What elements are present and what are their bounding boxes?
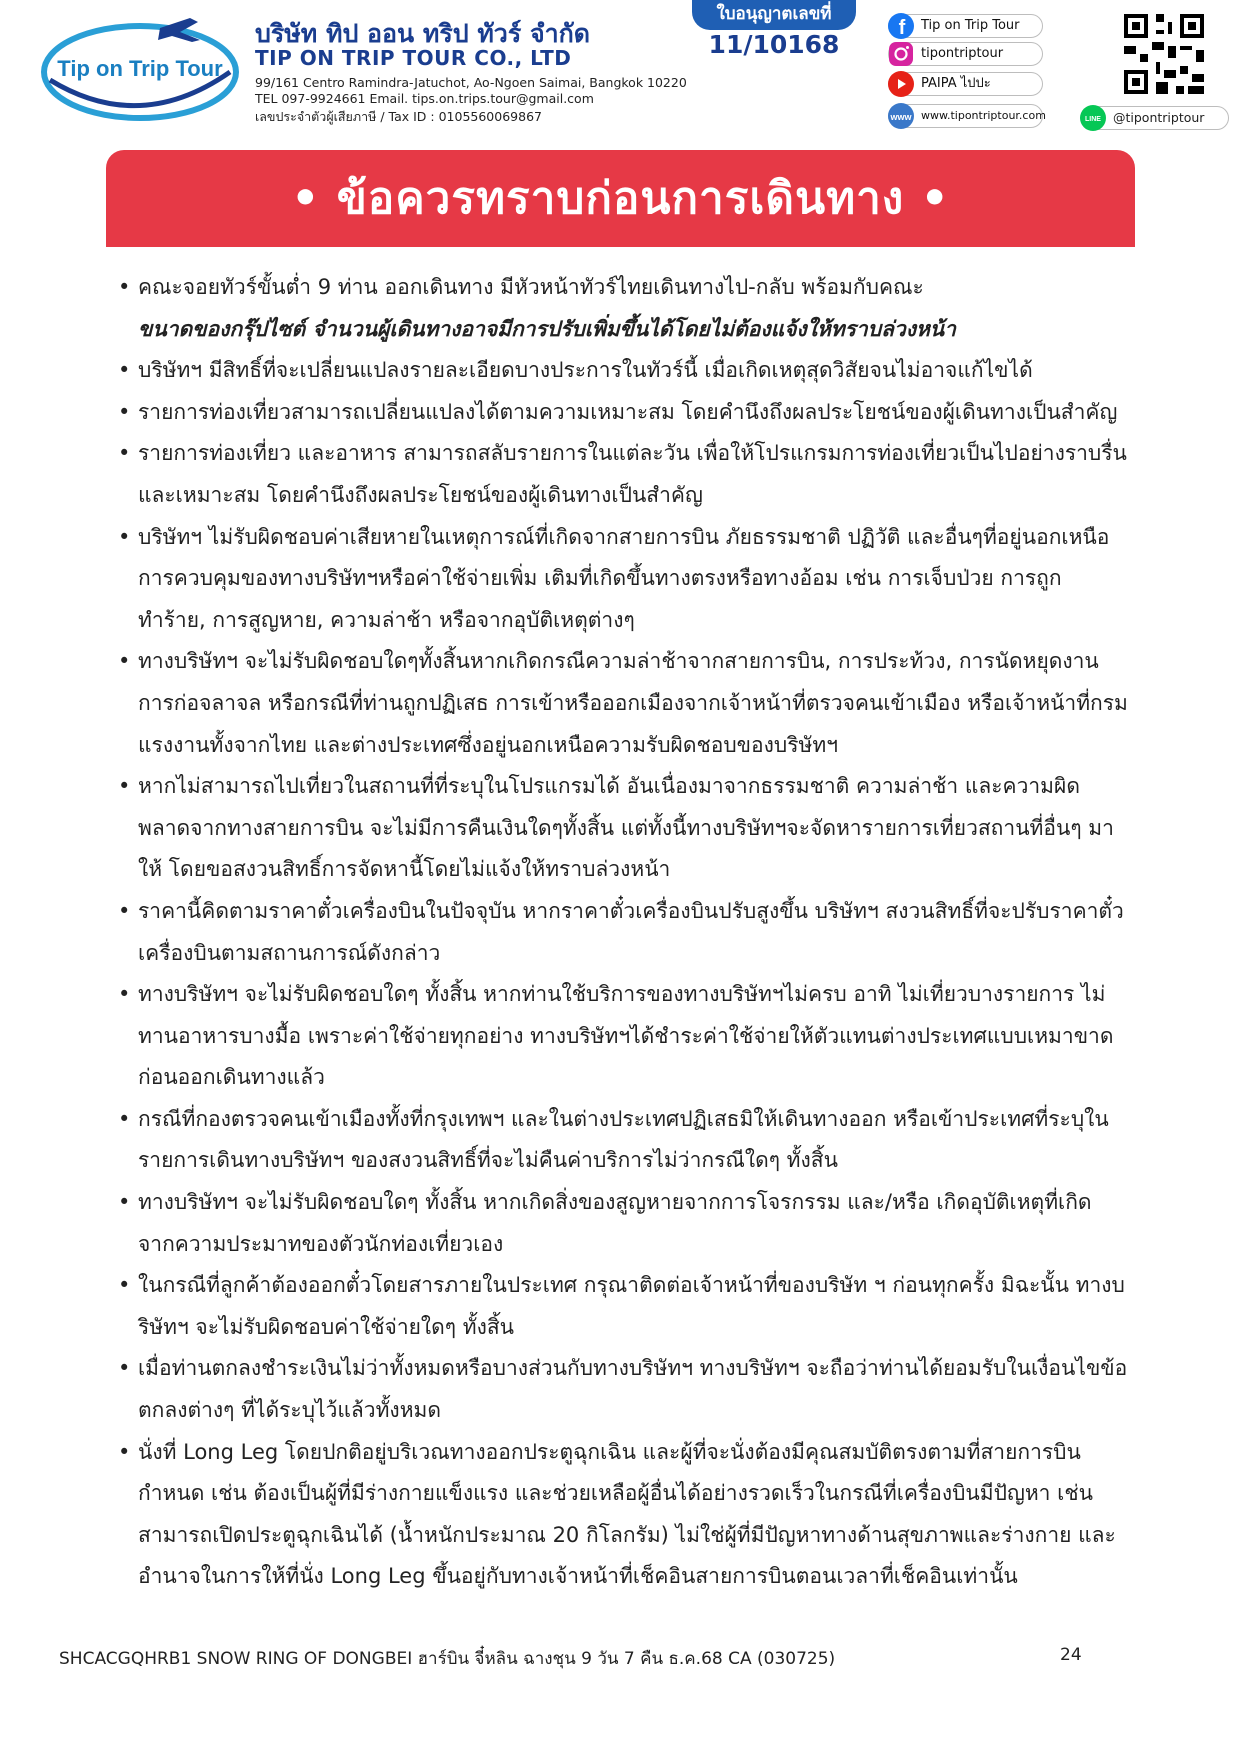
list-item (118, 517, 1128, 642)
page-header (0, 0, 1241, 140)
list-item (118, 1099, 1128, 1182)
social-line[interactable] (1082, 106, 1229, 130)
note-text: บริษัทฯ มีสิทธิ์ที่จะเปลี่ยนแปลงรายละเอียดบางประการในทัวร์นี้ เมื่อเกิดเหตุสุดวิสัยจนไม่อาจแก้ไขได้ (138, 358, 1033, 383)
note-text: ทางบริษัทฯ จะไม่รับผิดชอบใดๆทั้งสิ้นหากเกิดกรณีความล่าช้าจากสายการบิน, การประท้วง, การนัดหยุดงาน การก่อจลาจล หรือกรณีที่ท่านถูกปฏิเสธ การเข้าหรือออกเมืองจากเจ้าหน้าที่ตรวจคนเข้าเมือง หรือเจ้าหน้าที่กรมแรงงานทั้งจากไทย และต่างประเทศซึ่งอยู่นอกเหนือความรับผิดชอบของบริษัทฯ (138, 649, 1128, 757)
list-item (118, 974, 1128, 1099)
list-item (118, 350, 1128, 392)
social-facebook[interactable] (888, 14, 1043, 38)
company-contact: TEL 097-9924661 Email. tips.on.trips.tour@gmail.com (255, 91, 594, 106)
list-item (118, 267, 1128, 350)
web-icon (887, 102, 915, 130)
section-banner (106, 150, 1135, 247)
company-logo (40, 10, 240, 125)
list-item (118, 1348, 1128, 1431)
youtube-icon (887, 70, 915, 98)
svg-text:f: f (898, 17, 906, 39)
note-text: คณะจอยทัวร์ขั้นต่ำ 9 ท่าน ออกเดินทาง มีหัวหน้าทัวร์ไทยเดินทางไป-กลับ พร้อมกับคณะ (138, 275, 924, 299)
list-item (118, 1182, 1128, 1265)
note-text: ทางบริษัทฯ จะไม่รับผิดชอบใดๆ ทั้งสิ้น หากท่านใช้บริการของทางบริษัทฯไม่ครบ อาทิ ไม่เที่ยวบางรายการ ไม่ทานอาหารบางมื้อ เพราะค่าใช้จ่ายทุกอย่าง ทางบริษัทฯได้ชำระค่าใช้จ่ายให้ตัวแทนต่างประเทศแบบเหมาขาดก่อนออกเดินทางแล้ว (138, 982, 1114, 1090)
list-item (118, 392, 1128, 434)
license-number: 11/10168 (708, 30, 840, 59)
note-text: กรณีที่กองตรวจคนเข้าเมืองทั้งที่กรุงเทพฯ และในต่างประเทศปฏิเสธมิให้เดินทางออก หรือเข้าประเทศที่ระบุในรายการเดินทางบริษัทฯ ของสงวนสิทธิ์ที่จะไม่คืนค่าบริการไม่ว่ากรณีใดๆ ทั้งสิ้น (138, 1106, 1109, 1173)
note-text: หากไม่สามารถไปเที่ยวในสถานที่ที่ระบุในโปรแกรมได้ อันเนื่องมาจากธรรมชาติ ความล่าช้า และความผิดพลาดจากทางสายการบิน จะไม่มีการคืนเงินใดๆทั้งสิ้น แต่ทั้งนี้ทางบริษัทฯจะจัดหารายการเที่ยวสถานที่อื่นๆ มาให้ โดยขอสงวนสิทธิ์การจัดหานี้โดยไม่แจ้งให้ทราบล่วงหน้า (138, 774, 1114, 882)
note-text: ทางบริษัทฯ จะไม่รับผิดชอบใดๆ ทั้งสิ้น หากเกิดสิ่งของสูญหายจากการโจรกรรม และ/หรือ เกิดอุบัติเหตุที่เกิดจากความประมาทของตัวนักท่องเที่ยวเอง (138, 1190, 1092, 1256)
company-address: 99/161 Centro Ramindra-Jatuchot, Ao-Ngoen Saimai, Bangkok 10220 (255, 75, 687, 90)
social-instagram[interactable] (888, 42, 1043, 66)
company-name-english: TIP ON TRIP TOUR CO., LTD (255, 46, 572, 70)
list-item (118, 891, 1128, 974)
list-item (118, 641, 1128, 766)
social-website-label: www.tipontriptour.com (921, 109, 1046, 122)
list-item (118, 1432, 1128, 1598)
line-icon (1079, 104, 1107, 132)
company-tax-id: เลขประจำตัวผู้เสียภาษี / Tax ID : 0105560069867 (255, 109, 542, 124)
note-text: รายการท่องเที่ยวสามารถเปลี่ยนแปลงได้ตามความเหมาะสม โดยคำนึงถึงผลประโยชน์ของผู้เดินทางเป็นสำคัญ (138, 399, 1118, 424)
qr-code (1120, 10, 1208, 98)
social-youtube-label: PAIPA ไปปะ (921, 76, 991, 91)
list-item (118, 433, 1128, 516)
instagram-icon (887, 40, 915, 68)
license-label: ใบอนุญาตเลขที่ (692, 0, 856, 30)
social-facebook-label: Tip on Trip Tour (921, 18, 1020, 33)
social-line-label: @tipontriptour (1113, 110, 1205, 125)
company-name-thai: บริษัท ทิป ออน ทริป ทัวร์ จำกัด (255, 19, 591, 48)
list-item (118, 1265, 1128, 1348)
svg-text:LINE: LINE (1085, 116, 1101, 123)
facebook-icon (887, 12, 915, 40)
note-emphasis: ขนาดของกรุ๊ปไซต์ จำนวนผู้เดินทางอาจมีการปรับเพิ่มขึ้นได้โดยไม่ต้องแจ้งให้ทราบล่วงหน้า (138, 316, 956, 341)
note-text: รายการท่องเที่ยว และอาหาร สามารถสลับรายการในแต่ละวัน เพื่อให้โปรแกรมการท่องเที่ยวเป็นไปอย่างราบรื่น และเหมาะสม โดยคำนึงถึงผลประโยชน์ของผู้เดินทางเป็นสำคัญ (138, 441, 1127, 507)
list-item (118, 766, 1128, 891)
svg-text:Tip on Trip Tour: Tip on Trip Tour (57, 56, 223, 81)
note-text: ในกรณีที่ลูกค้าต้องออกตั๋วโดยสารภายในประเทศ กรุณาติดต่อเจ้าหน้าที่ของบริษัท ฯ ก่อนทุกครั้ง มิฉะนั้น ทางบริษัทฯ จะไม่รับผิดชอบค่าใช้จ่ายใดๆ ทั้งสิ้น (138, 1273, 1125, 1339)
note-text: ราคานี้คิดตามราคาตั๋วเครื่องบินในปัจจุบัน หากราคาตั๋วเครื่องบินปรับสูงขึ้น บริษัทฯ สงวนสิทธิ์ที่จะปรับราคาตั๋วเครื่องบินตามสถานการณ์ดังกล่าว (138, 898, 1124, 965)
social-instagram-label: tipontriptour (921, 46, 1004, 61)
note-text: บริษัทฯ ไม่รับผิดชอบค่าเสียหายในเหตุการณ์ที่เกิดจากสายการบิน ภัยธรรมชาติ ปฏิวัติ และอื่นๆที่อยู่นอกเหนือการควบคุมของทางบริษัทฯหรือค่าใช้จ่ายเพิ่ม เติมที่เกิดขึ้นทางตรงหรือทางอ้อม เช่น การเจ็บป่วย การถูกทำร้าย, การสูญหาย, ความล่าช้า หรือจากอุบัติเหตุต่างๆ (138, 524, 1110, 632)
footer-tour-code: SHCACGQHRB1 SNOW RING OF DONGBEI ฮาร์บิน จี๋หลิน ฉางชุน 9 วัน 7 คืน ธ.ค.68 CA (030725) (59, 1649, 836, 1669)
notes-list (118, 267, 1128, 1598)
note-text: นั่งที่ Long Leg โดยปกติอยู่บริเวณทางออกประตูฉุกเฉิน และผู้ที่จะนั่งต้องมีคุณสมบัติตรงตามที่สายการบินกำหนด เช่น ต้องเป็นผู้ที่มีร่างกายแข็งแรง และช่วยเหลือผู้อื่นได้อย่างรวดเร็วในกรณีที่เครื่องบินมีปัญหา เช่น สามารถเปิดประตูฉุกเฉินได้ (น้ำหนักประมาณ 20 กิโลกรัม) ไม่ใช่ผู้ที่มีปัญหาทางด้านสุขภาพและร่างกาย และอำนาจในการให้ที่นั่ง Long Leg ขึ้นอยู่กับทางเจ้าหน้าที่เช็คอินสายการบินตอนเวลาที่เช็คอินเท่านั้น (138, 1439, 1116, 1589)
note-text: เมื่อท่านตกลงชำระเงินไม่ว่าทั้งหมดหรือบางส่วนกับทางบริษัทฯ ทางบริษัทฯ จะถือว่าท่านได้ยอมรับในเงื่อนไขข้อตกลงต่างๆ ที่ได้ระบุไว้แล้วทั้งหมด (138, 1356, 1128, 1423)
page-number: 24 (1060, 1645, 1082, 1665)
social-website[interactable] (888, 104, 1046, 128)
social-youtube[interactable] (888, 72, 1043, 96)
svg-text:www: www (890, 112, 912, 122)
section-title: • ข้อควรทราบก่อนการเดินทาง • (291, 173, 950, 224)
